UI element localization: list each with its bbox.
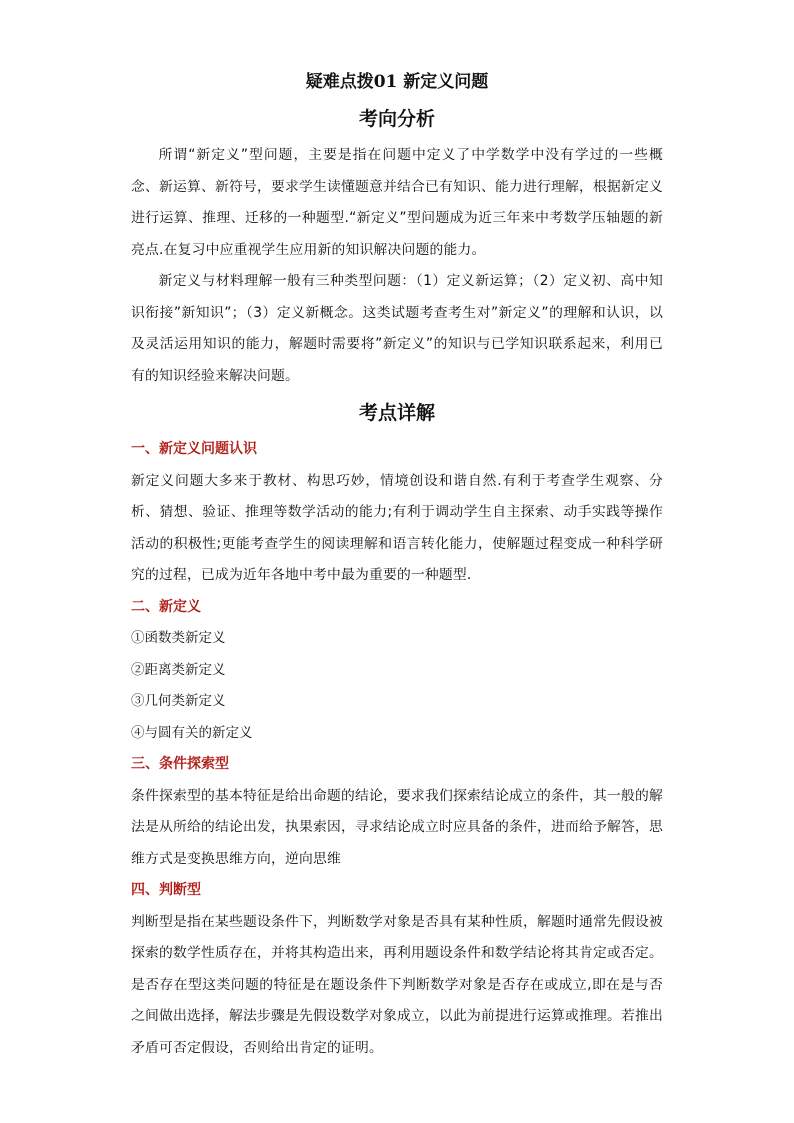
list-item: ②距离类新定义: [131, 661, 226, 678]
judgment-paragraph: 判断型是指在某些题设条件下，判断数学对象是否具有某种性质，解题时通常先假设被探索的数学性质存在，并将其构造出来，再利用题设条件和数学结论将其肯定或否定。是否存在型这类问题的特征是在题设条件下判断数学对象是否存在或成立,即在是与否之间做出选择，解法步骤是先假设数学对象成立，以此为前提进行运算或推理。若推出矛盾可否定假设，否则给出肯定的证明。: [131, 913, 663, 1056]
section-heading-details: 考点详解: [358, 402, 435, 424]
list-item: ①函数类新定义: [131, 630, 226, 646]
document-title: 疑难点拨01 新定义问题: [305, 72, 489, 92]
analysis-paragraph-1: 所谓“新定义”型问题，主要是指在问题中定义了中学数学中没有学过的一些概念、新运算、新符号，要求学生读懂题意并结合已有知识、能力进行理解，根据新定义进行运算、推理、迁移的一种题型.“新定义”型问题成为近三年来中考数学压轴题的新亮点.在复习中应重视学生应用新的知识解决问题的能力。: [131, 147, 663, 258]
document-page: [131, 66, 663, 1064]
condition-exploration-paragraph: 条件探索型的基本特征是给出命题的结论，要求我们探索结论成立的条件，其一般的解法是从所给的结论出发，执果索因，寻求结论成立时应具备的条件，进而给予解答，思维方式是变换思维方向，逆向思维: [131, 787, 663, 867]
list-item: ④与圆有关的新定义: [131, 724, 253, 741]
section-heading-analysis: 考向分析: [358, 108, 435, 130]
list-item: ③几何类新定义: [131, 693, 226, 709]
recognition-paragraph: 新定义问题大多来于教材、构思巧妙，情境创设和谐自然.有利于考查学生观察、分析、猜想、验证、推理等数学活动的能力;有利于调动学生自主探索、动手实践等操作活动的积极性;更能考查学生的阅读理解和语言转化能力，使解题过程变成一种科学研究的过程，已成为近年各地中考中最为重要的一种题型.: [131, 472, 663, 583]
subheading-judgment: 四、判断型: [131, 882, 201, 898]
subheading-condition-exploration: 三、条件探索型: [131, 756, 229, 772]
analysis-paragraph-2: 新定义与材料理解一般有三种类型问题：（1）定义新运算；（2）定义初、高中知识衔接”新知识”；（3）定义新概念。这类试题考查考生对”新定义”的理解和认识，以及灵活运用知识的能力，解题时需要将”新定义”的知识与已学知识联系起来，利用已有的知识经验来解决问题。: [131, 273, 663, 384]
subheading-new-definition: 二、新定义: [131, 598, 201, 615]
subheading-recognition: 一、新定义问题认识: [131, 441, 257, 457]
